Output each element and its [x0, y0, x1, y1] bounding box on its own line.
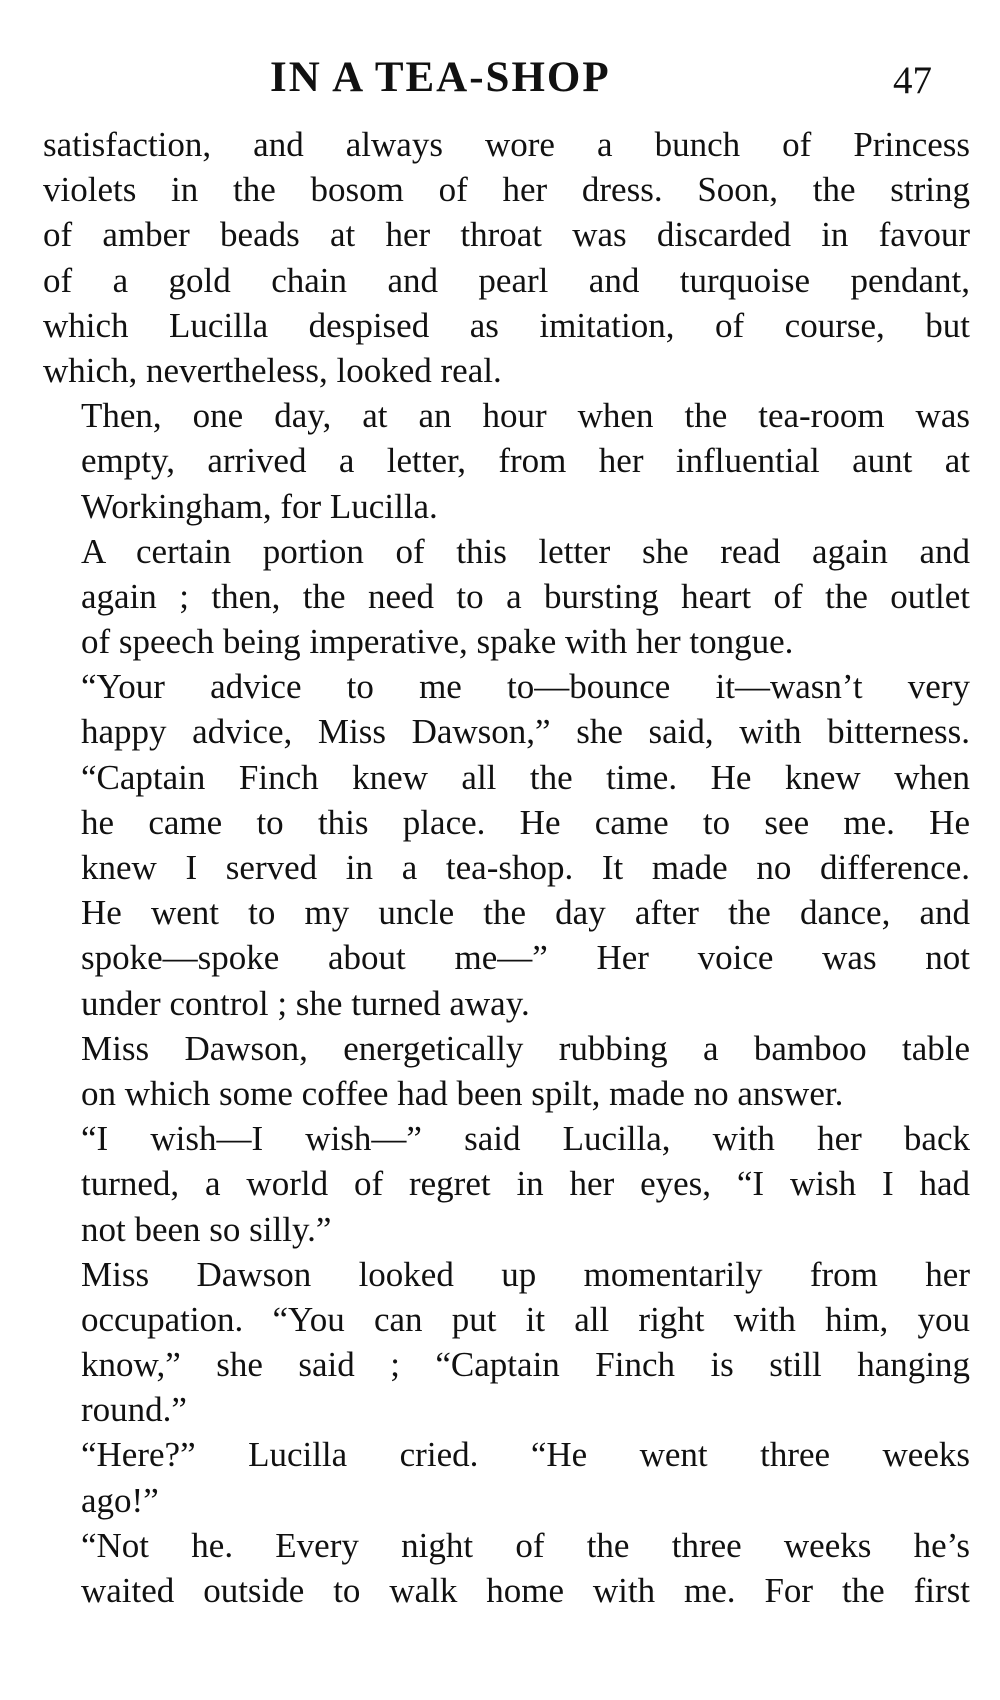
text-line: “Your advice to me to—bounce it—wasn’t very	[81, 667, 970, 707]
paragraph	[43, 1523, 970, 1613]
paragraph	[43, 393, 970, 529]
paragraph	[43, 1432, 970, 1522]
text-line: round.”	[81, 1390, 187, 1430]
text-line: again ; then, the need to a bursting heart of the outlet	[81, 576, 970, 616]
text-line: not been so silly.”	[81, 1209, 332, 1249]
text-line: spoke—spoke about me—” Her voice was not	[81, 938, 970, 978]
text-line: knew I served in a tea-shop. It made no difference.	[81, 848, 970, 887]
text-line: “Captain Finch knew all the time. He knew when	[81, 757, 970, 797]
text-line: ago!”	[81, 1480, 159, 1520]
text-line: A certain portion of this letter she read again and	[81, 531, 970, 571]
body-text	[43, 122, 970, 1613]
paragraph	[43, 664, 970, 1026]
text-line: he came to this place. He came to see me. He	[81, 802, 970, 842]
text-line: “Not he. Every night of the three weeks he’s	[81, 1525, 970, 1565]
text-line: of a gold chain and pearl and turquoise pendant,	[43, 260, 970, 300]
text-line: which, nevertheless, looked real.	[43, 350, 502, 390]
text-line: happy advice, Miss Dawson,” she said, with bitterness.	[81, 712, 970, 752]
text-line: turned, a world of regret in her eyes, “I wish I had	[81, 1164, 970, 1204]
text-line: “I wish—I wish—” said Lucilla, with her back	[81, 1119, 970, 1159]
text-line: He went to my uncle the day after the dance, and	[81, 893, 970, 933]
page-header	[0, 48, 1000, 108]
text-line: Miss Dawson looked up momentarily from her	[81, 1254, 970, 1294]
paragraph	[43, 122, 970, 393]
running-head: IN A TEA-SHOP	[270, 54, 611, 101]
text-line: Then, one day, at an hour when the tea-room was	[81, 396, 970, 436]
paragraph	[43, 529, 970, 665]
text-line: which Lucilla despised as imitation, of course, but	[43, 305, 970, 345]
text-line: under control ; she turned away.	[81, 983, 530, 1023]
text-line: violets in the bosom of her dress. Soon, the string	[43, 170, 970, 210]
page-number: 47	[893, 59, 932, 102]
text-line: “Here?” Lucilla cried. “He went three weeks	[81, 1435, 970, 1475]
text-line: waited outside to walk home with me. For the first	[81, 1571, 970, 1610]
text-line: on which some coffee had been spilt, made no answer.	[81, 1073, 844, 1113]
text-line: empty, arrived a letter, from her influential aunt at	[81, 441, 970, 481]
paragraph	[43, 1252, 970, 1433]
paragraph	[43, 1026, 970, 1116]
paragraph	[43, 1116, 970, 1252]
text-line: satisfaction, and always wore a bunch of Princess	[43, 125, 970, 164]
text-line: know,” she said ; “Captain Finch is still hanging	[81, 1345, 970, 1385]
text-line: of speech being imperative, spake with her tongue.	[81, 622, 794, 662]
text-line: Workingham, for Lucilla.	[81, 486, 438, 526]
text-line: occupation. “You can put it all right with him, you	[81, 1299, 970, 1339]
text-line: of amber beads at her throat was discarded in favour	[43, 215, 970, 255]
text-line: Miss Dawson, energetically rubbing a bamboo table	[81, 1028, 970, 1068]
